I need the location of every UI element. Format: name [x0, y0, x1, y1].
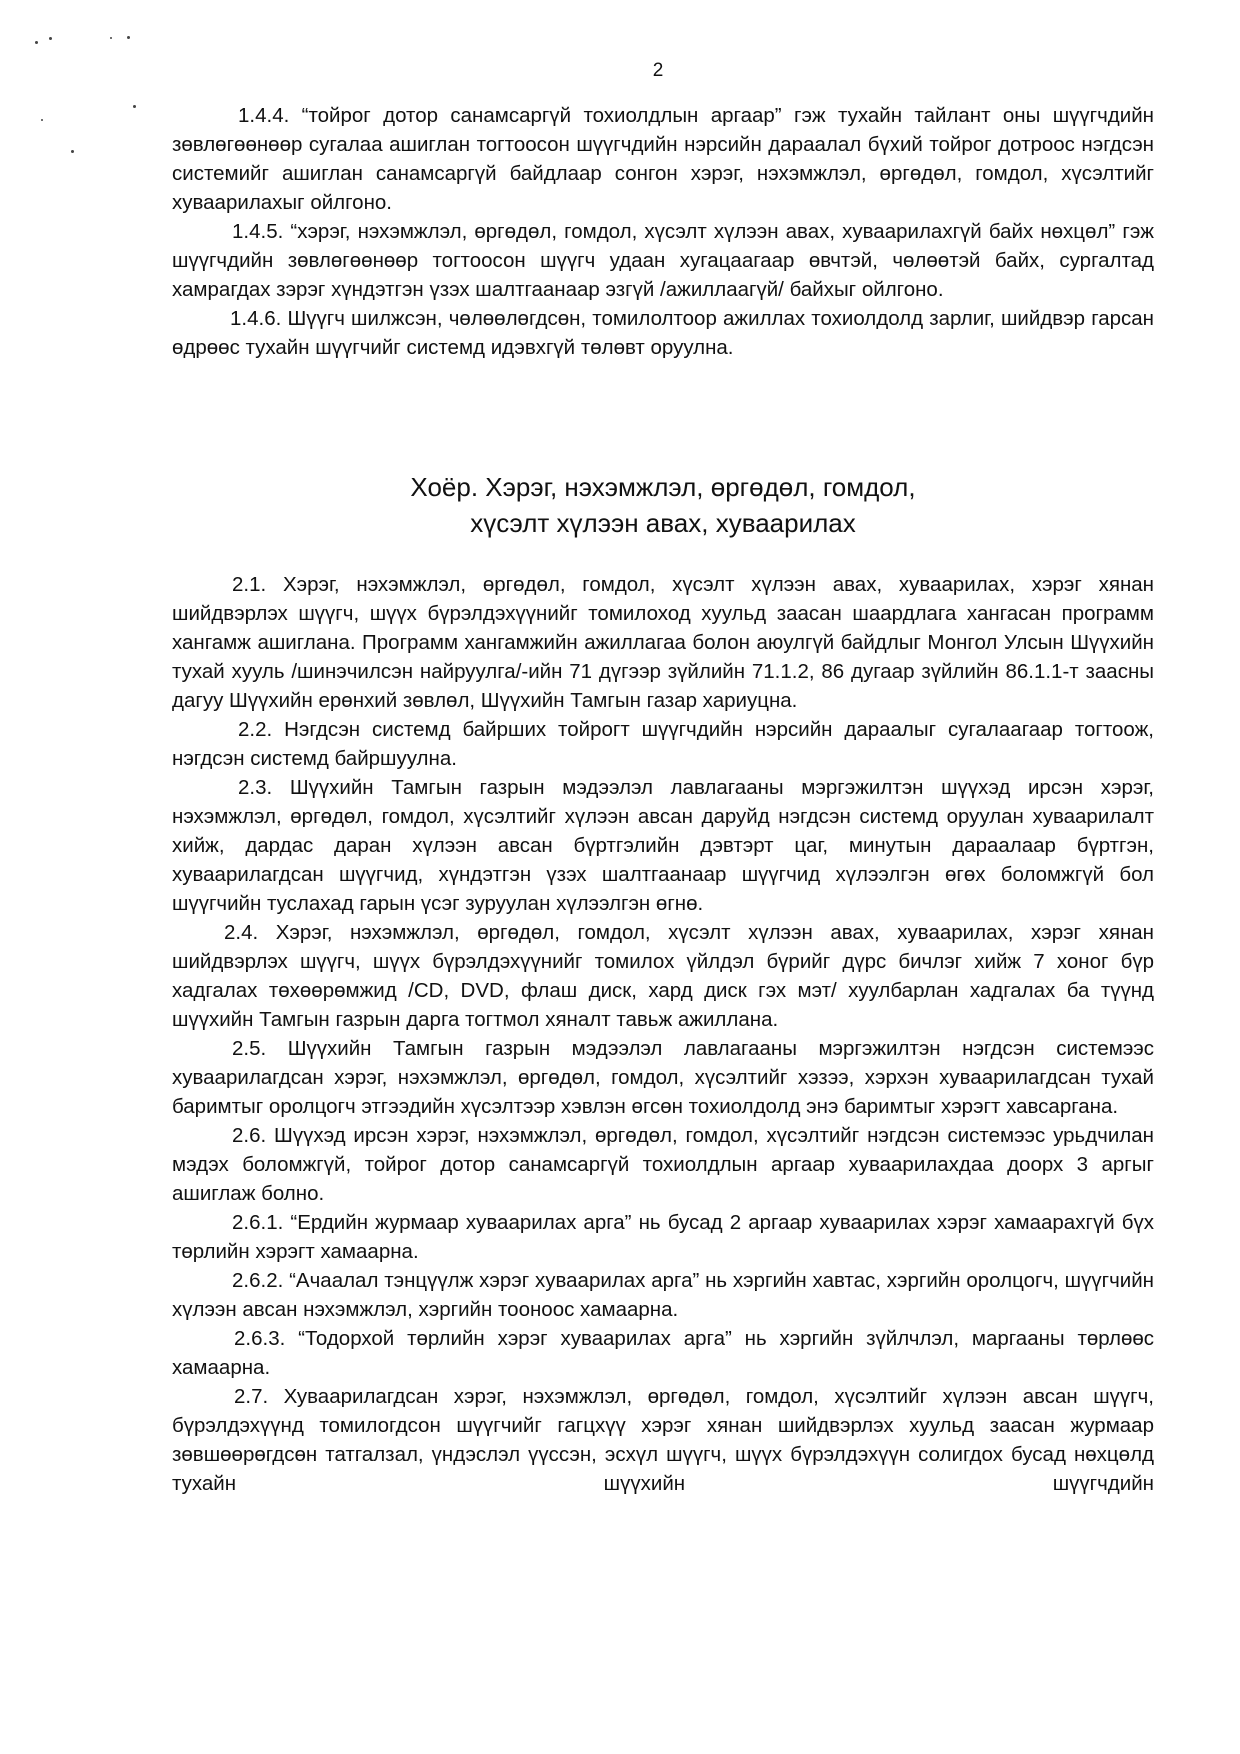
paragraph-1-4-6: 1.4.6. Шүүгч шилжсэн, чөлөөлөгдсөн, томилолтоор ажиллах тохиолдолд зарлиг, шийдвэр гарсан өдрөөс тухайн шүүгчийг системд идэвхгүй төлөвт оруулна.: [172, 307, 1154, 359]
paragraph-2-1: 2.1. Хэрэг, нэхэмжлэл, өргөдөл, гомдол, хүсэлт хүлээн авах, хуваарилах, хэрэг хянан шийдвэрлэх шүүгч, шүүх бүрэлдэхүүнийг томилоход хуульд заасан шаардлага хангасан программ хангамж ашиглана. Программ хангамжийн ажиллагаа болон аюулгүй байдлыг Монгол Улсын Шүүхийн тухай хууль /шинэчилсэн найруулга/-ийн 71 дүгээр зүйлийн 71.1.2, 86 дугаар зүйлийн 86.1.1-т заасны дагуу Шүүхийн ерөнхий зөвлөл, Шүүхийн Тамгын газар хариуцна.: [172, 573, 1154, 712]
paragraph-2-6-2: 2.6.2. “Ачаалал тэнцүүлж хэрэг хуваарилах арга” нь хэргийн хавтас, хэргийн оролцогч, шүүгчийн хүлээн авсан нэхэмжлэл, хэргийн тооноос хамаарна.: [172, 1269, 1154, 1321]
scan-speck: [133, 105, 136, 108]
paragraph-2-7: 2.7. Хуваарилагдсан хэрэг, нэхэмжлэл, өргөдөл, гомдол, хүсэлтийг хүлээн авсан шүүгч, бүрэлдэхүүнд томилогдсон шүүгчийг гагцхүү хэрэг хянан шийдвэрлэх хуульд заасан журмаар зөвшөөрөгдсөн татгалзал, үндэслэл үүссэн, эсхүл шүүгч, шүүх бүрэлдэхүүн солигдох бусад нөхцөлд тухайн шүүхийн шүүгчдийн: [172, 1385, 1154, 1495]
page-number: 2: [652, 60, 664, 81]
section-1-block: [172, 101, 1154, 362]
scan-speck: [41, 119, 43, 121]
scan-speck: [127, 36, 130, 39]
paragraph-2-3: 2.3. Шүүхийн Тамгын газрын мэдээлэл лавлагааны мэргэжилтэн шүүхэд ирсэн хэрэг, нэхэмжлэл, өргөдөл, гомдол, хүсэлтийг хүлээн авсан даруйд нэгдсэн системд оруулан хуваарилалт хийж, дардас даран хүлээн авсан бүртгэлийн дэвтэрт цаг, минутын дараалаар бүртгэн, хуваарилагдсан шүүгчид, хүндэтгэн үзэх шалтгаанаар шүүгчид хүлээлгэн өгөх боломжгүй бол шүүгчийн туслахад гарын үсэг зуруулан хүлээлгэн өгнө.: [172, 776, 1154, 915]
scan-speck: [35, 41, 38, 44]
paragraph-1-4-4: 1.4.4. “тойрог дотор санамсаргүй тохиолдлын аргаар” гэж тухайн тайлант оны шүүгчдийн зөвлөгөөнөөр сугалаа ашиглан тогтоосон шүүгчдийн нэрсийн дараалал бүхий тойрог дотроос нэгдсэн системийг ашиглан санамсаргүй байдлаар сонгон хэрэг, нэхэмжлэл, өргөдөл, гомдол, хүсэлтийг хуваарилахыг ойлгоно.: [172, 104, 1154, 214]
paragraph-2-6-1: 2.6.1. “Ердийн журмаар хуваарилах арга” нь бусад 2 аргаар хуваарилах хэрэг хамаарахгүй бүх төрлийн хэрэгт хамаарна.: [172, 1211, 1154, 1263]
section-2-heading-line-1: Хоёр. Хэрэг, нэхэмжлэл, өргөдөл, гомдол,: [410, 472, 916, 502]
section-2-heading: [172, 469, 1154, 541]
scan-speck: [71, 150, 74, 153]
paragraph-2-2: 2.2. Нэгдсэн системд байрших тойрогт шүүгчдийн нэрсийн дараалыг сугалаагаар тогтоож, нэгдсэн системд байршуулна.: [172, 718, 1154, 770]
scan-speck: [110, 37, 112, 39]
section-2-block: [172, 570, 1154, 1498]
paragraph-2-6-3: 2.6.3. “Тодорхой төрлийн хэрэг хуваарилах арга” нь хэргийн зүйлчлэл, маргааны төрлөөс хамаарна.: [172, 1327, 1154, 1379]
scan-speck: [49, 37, 52, 40]
paragraph-2-4: 2.4. Хэрэг, нэхэмжлэл, өргөдөл, гомдол, хүсэлт хүлээн авах, хуваарилах, хэрэг хянан шийдвэрлэх шүүгч, шүүх бүрэлдэхүүнийг томилох үйлдэл бүрийг дүрс бичлэг хийж 7 хоног бүр хадгалах төхөөрөмжид /CD, DVD, флаш диск, хард диск гэх мэт/ хуулбарлан хадгалах ба түүнд шүүхийн Тамгын газрын дарга тогтмол хяналт тавьж ажиллана.: [172, 921, 1154, 1031]
section-2-heading-line-2: хүсэлт хүлээн авах, хуваарилах: [470, 508, 856, 538]
paragraph-2-5: 2.5. Шүүхийн Тамгын газрын мэдээлэл лавлагааны мэргэжилтэн нэгдсэн системээс хуваарилагдсан хэрэг, нэхэмжлэл, өргөдөл, гомдол, хүсэлтийг хэзээ, хэрхэн хуваарилагдсан тухай баримтыг оролцогч этгээдийн хүсэлтээр хэвлэн өгсөн тохиолдолд энэ баримтыг хэрэгт хавсаргана.: [172, 1037, 1154, 1118]
paragraph-1-4-5: 1.4.5. “хэрэг, нэхэмжлэл, өргөдөл, гомдол, хүсэлт хүлээн авах, хуваарилахгүй байх нөхцөл” гэж шүүгчдийн зөвлөгөөнөөр тогтоосон шүүгч удаан хугацаагаар өвчтэй, чөлөөтэй байх, сургалтад хамрагдах зэрэг хүндэтгэн үзэх шалтгаанаар эзгүй /ажиллаагүй/ байхыг ойлгоно.: [172, 220, 1154, 301]
paragraph-2-6: 2.6. Шүүхэд ирсэн хэрэг, нэхэмжлэл, өргөдөл, гомдол, хүсэлтийг нэгдсэн системээс урьдчилан мэдэх боломжгүй, тойрог дотор санамсаргүй тохиолдлын аргаар хуваарилахдаа доорх 3 аргыг ашиглаж болно.: [172, 1124, 1154, 1205]
